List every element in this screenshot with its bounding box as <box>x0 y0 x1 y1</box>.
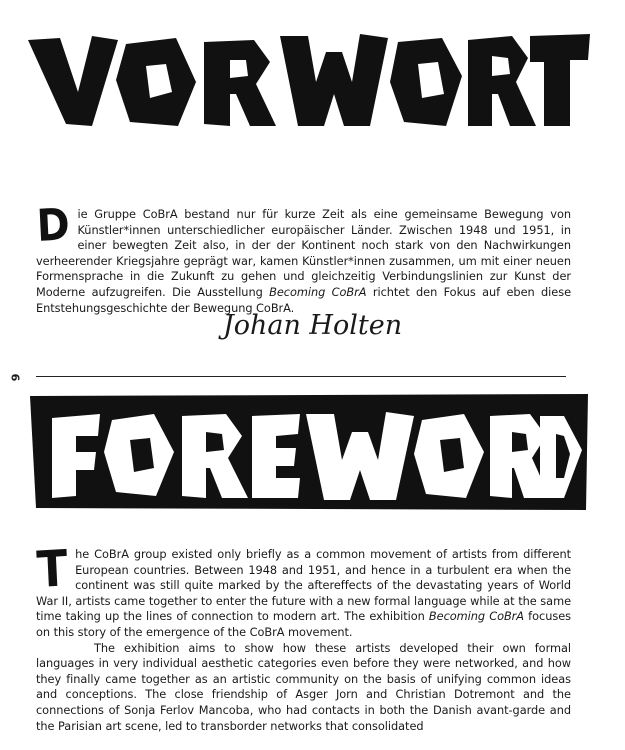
author-name: Johan Holten <box>222 310 403 341</box>
exhibition-title-de: Becoming CoBrA <box>269 284 367 299</box>
english-paragraph <box>35 539 571 734</box>
dropcap-t: T <box>35 539 69 599</box>
title-foreword <box>30 394 590 512</box>
title-vorwort <box>26 22 591 134</box>
page-number: 6 <box>8 373 22 382</box>
divider-line <box>36 376 566 377</box>
german-paragraph <box>35 199 571 316</box>
exhibition-title-en: Becoming CoBrA <box>428 609 525 624</box>
english-text: he CoBrA group existed only briefly as a common movement of artists from different European countries. Between 1948 and 1951, and hence in a turbulent era when the continent was still quite marked by the aftereffects of the devastating years of World War II, artists came together to enter the future with a new formal language while at the same time taking up the lines of connection to modern art. The exhibition <box>36 547 571 624</box>
english-text-end: focuses on this story of the emergence of the CoBrA movement. <box>36 609 571 639</box>
german-text: ie Gruppe CoBrA bestand nur für kurze Zeit als eine gemeinsame Bewegung von Künstler*innen unterschiedlicher europäischer Länder. Zwischen 1948 und 1951, in einer bewegten Zeit also, in der der Kontinent noch stark von den Nachwirkungen verheerender Kriegsjahre geprägt war, kamen Künstler*innen zusammen, um mit einer neuen Formensprache in die Zukunft zu gehen und gleichzeitig Verbindungslinien zur Kunst der Moderne aufzugreifen. Die Ausstellung <box>36 207 571 299</box>
vorwort-cutout-letters <box>26 22 591 134</box>
english-paragraph-2: The exhibition aims to show how these artists developed their own formal languages in very individual aesthetic categories even before they were networked, and how they finally came together as an artistic community on the basis of unifying common ideas and conceptions. The close friendship of Asger Jorn and Christian Dotremont and the connections of Sonja Ferlov Mancoba, who had contacts in both the Danish avant-garde and the Parisian art scene, led to transborder networks that consolidated <box>36 640 571 733</box>
dropcap-d: D <box>35 199 71 252</box>
german-text-end: richtet den Fokus auf eben diese Entstehungsgeschichte der Bewegung CoBrA. <box>36 284 571 315</box>
foreword-cutout-banner <box>30 394 590 512</box>
